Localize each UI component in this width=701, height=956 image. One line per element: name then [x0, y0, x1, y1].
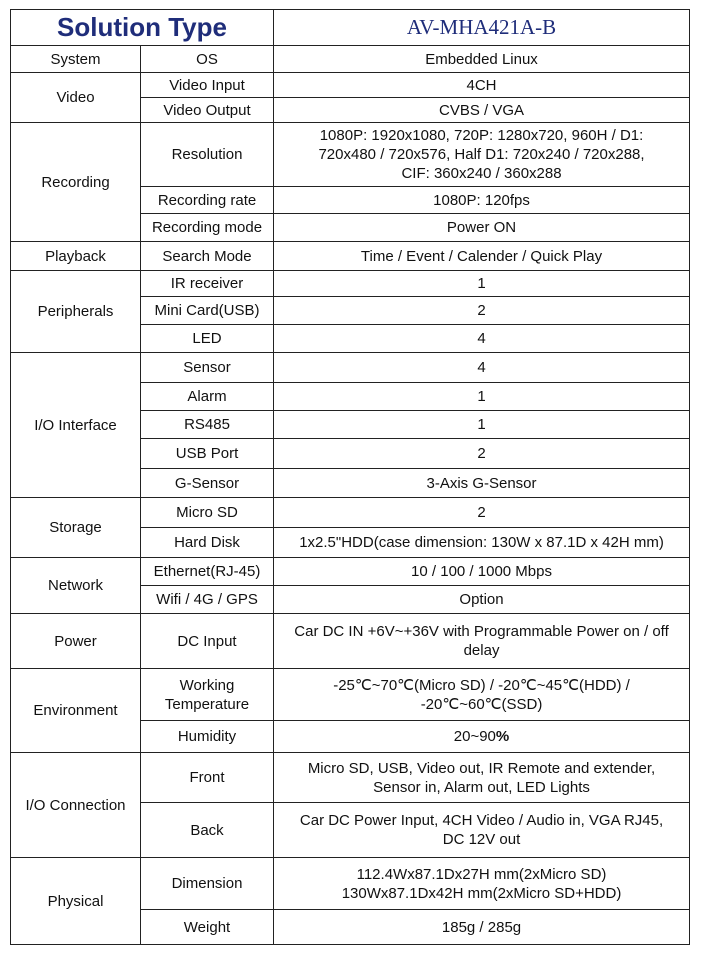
value-ethernet: 10 / 100 / 1000 Mbps	[274, 558, 690, 586]
value-micro-sd: 2	[274, 498, 690, 528]
table-row	[11, 271, 690, 297]
item-rs485: RS485	[141, 411, 274, 439]
item-usb-port: USB Port	[141, 439, 274, 469]
item-video-input: Video Input	[141, 73, 274, 98]
item-alarm: Alarm	[141, 383, 274, 411]
category-physical: Physical	[11, 858, 141, 945]
value-video-output: CVBS / VGA	[274, 98, 690, 123]
item-g-sensor: G-Sensor	[141, 469, 274, 498]
item-dimension: Dimension	[141, 858, 274, 910]
value-hard-disk: 1x2.5"HDD(case dimension: 130W x 87.1D x 42H mm)	[274, 528, 690, 558]
category-io-connection: I/O Connection	[11, 753, 141, 858]
resolution-line: CIF: 360x240 / 360x288	[401, 165, 562, 182]
table-row	[11, 73, 690, 98]
value-led: 4	[274, 325, 690, 353]
back-line: DC 12V out	[442, 831, 521, 848]
temperature-value-line: -20℃~60℃(SSD)	[420, 695, 543, 713]
item-led: LED	[141, 325, 274, 353]
humidity-percent: %	[495, 728, 510, 745]
dimension-line: 112.4Wx87.1Dx27H mm(2xMicro SD)	[356, 865, 607, 883]
spec-table	[10, 9, 690, 945]
category-network: Network	[11, 558, 141, 614]
value-resolution	[274, 123, 690, 187]
table-row	[11, 242, 690, 271]
value-recording-rate: 1080P: 120fps	[274, 187, 690, 214]
front-line: Sensor in, Alarm out, LED Lights	[373, 778, 590, 796]
resolution-line: 1080P: 1920x1080, 720P: 1280x720, 960H / D1:	[319, 127, 644, 144]
value-front	[274, 753, 690, 803]
value-rs485: 1	[274, 411, 690, 439]
value-sensor: 4	[274, 353, 690, 383]
model-name: AV-MHA421A-B	[274, 10, 690, 46]
item-dc-input: DC Input	[141, 614, 274, 669]
item-humidity: Humidity	[141, 721, 274, 753]
item-recording-rate: Recording rate	[141, 187, 274, 214]
value-recording-mode: Power ON	[274, 214, 690, 242]
value-usb-port: 2	[274, 439, 690, 469]
back-line: Car DC Power Input, 4CH Video / Audio in, VGA RJ45,	[299, 812, 664, 829]
category-storage: Storage	[11, 498, 141, 558]
item-working-temperature	[141, 669, 274, 721]
dimension-line: 130Wx87.1Dx42H mm(2xMicro SD+HDD)	[341, 884, 622, 902]
temperature-label-line: Temperature	[164, 695, 250, 713]
temperature-label-line: Working	[179, 676, 235, 694]
table-row	[11, 498, 690, 528]
item-os: OS	[141, 46, 274, 73]
value-weight: 185g / 285g	[274, 910, 690, 945]
table-row	[11, 614, 690, 669]
value-video-input: 4CH	[274, 73, 690, 98]
humidity-range: 20~90	[453, 728, 496, 745]
value-dc-input	[274, 614, 690, 669]
category-io-interface: I/O Interface	[11, 353, 141, 498]
value-search-mode: Time / Event / Calender / Quick Play	[274, 242, 690, 271]
value-ir-receiver: 1	[274, 271, 690, 297]
value-working-temperature	[274, 669, 690, 721]
item-resolution: Resolution	[141, 123, 274, 187]
value-os: Embedded Linux	[274, 46, 690, 73]
category-recording: Recording	[11, 123, 141, 242]
value-g-sensor: 3-Axis G-Sensor	[274, 469, 690, 498]
category-video: Video	[11, 73, 141, 123]
table-row	[11, 858, 690, 910]
solution-type-title: Solution Type	[11, 10, 274, 46]
item-video-output: Video Output	[141, 98, 274, 123]
category-environment: Environment	[11, 669, 141, 753]
item-weight: Weight	[141, 910, 274, 945]
table-row	[11, 353, 690, 383]
table-row	[11, 669, 690, 721]
item-search-mode: Search Mode	[141, 242, 274, 271]
item-ethernet: Ethernet(RJ-45)	[141, 558, 274, 586]
item-wireless: Wifi / 4G / GPS	[141, 586, 274, 614]
table-row	[11, 753, 690, 803]
table-row	[11, 123, 690, 187]
dc-input-line: delay	[463, 642, 500, 659]
category-playback: Playback	[11, 242, 141, 271]
temperature-value-line: -25℃~70℃(Micro SD) / -20℃~45℃(HDD) /	[333, 676, 630, 694]
category-power: Power	[11, 614, 141, 669]
item-hard-disk: Hard Disk	[141, 528, 274, 558]
value-humidity	[274, 721, 690, 753]
category-system: System	[11, 46, 141, 73]
item-mini-card: Mini Card(USB)	[141, 297, 274, 325]
item-front: Front	[141, 753, 274, 803]
item-ir-receiver: IR receiver	[141, 271, 274, 297]
table-row	[11, 558, 690, 586]
item-sensor: Sensor	[141, 353, 274, 383]
value-mini-card: 2	[274, 297, 690, 325]
item-micro-sd: Micro SD	[141, 498, 274, 528]
dc-input-line: Car DC IN +6V~+36V with Programmable Power on / off	[294, 623, 669, 640]
front-line: Micro SD, USB, Video out, IR Remote and extender,	[307, 759, 656, 777]
category-peripherals: Peripherals	[11, 271, 141, 353]
header-row	[11, 10, 690, 46]
value-wireless: Option	[274, 586, 690, 614]
item-back: Back	[141, 803, 274, 858]
value-alarm: 1	[274, 383, 690, 411]
value-dimension	[274, 858, 690, 910]
table-row	[11, 46, 690, 73]
item-recording-mode: Recording mode	[141, 214, 274, 242]
resolution-line: 720x480 / 720x576, Half D1: 720x240 / 720x288,	[318, 146, 645, 163]
value-back	[274, 803, 690, 858]
